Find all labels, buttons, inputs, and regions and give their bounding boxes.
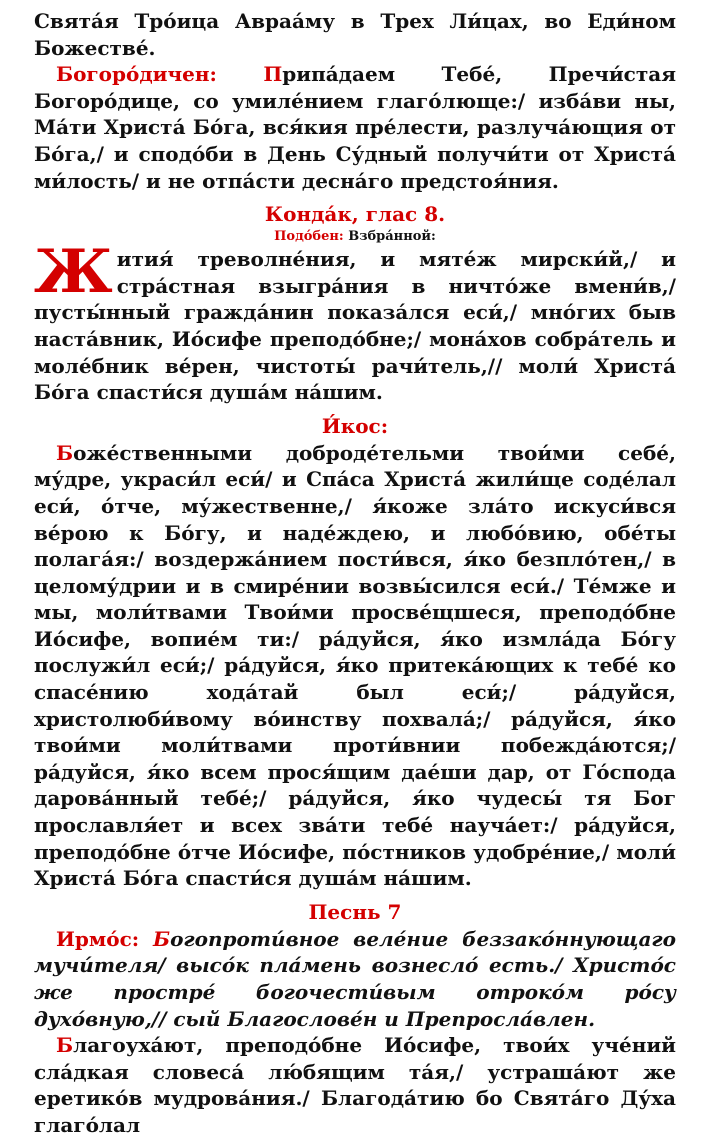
theotokion [34,61,676,194]
verse-trinity [34,8,676,61]
kontakion-text: ития́ треволне́ния, и мяте́ж мирски́й,/ и стра́стная взыгра́ния в ничто́же вмени́в,/ пусты́нный гражда́нин показа́лся еси́,/ мно́гих быв наста́вник, Ио́сифе преподо́бне;/ мона́хов собра́тель и моле́бник ве́рен, чистоты́ рачи́тель,// моли́ Христа́ Бо́га спасти́ся душа́м на́шим. [34,247,676,405]
theotokion-label: Богоро́дичен: [56,62,217,87]
irmos-initial: Б [152,926,171,951]
ikos-text: оже́ственными доброде́тельми твои́ми себе́, му́дре, украси́л еси́/ и Спа́са Христа́ жили́ще соде́лал еси́, о́тче, му́жественне,/ я́коже зла́то искуси́вся ве́рою к Бо́гу, и наде́ждею, и любо́вию, обе́ты полага́я:/ воздержа́нием пости́вся, я́ко безпло́тен,/ в целому́дрии и в смире́нии возвы́сился еси́./ Те́мже и мы, моли́твами Твои́ми просве́щшеся, преподо́бне Ио́сифе, вопие́м ти:/ ра́дуйся, я́ко измла́да Бо́гу послужи́л еси́;/ ра́дуйся, я́ко притека́ющих к тебе́ ко спасе́нию хода́тай был еси́;/ ра́дуйся, христолюби́вому во́инству похвала́;/ ра́дуйся, я́ко твои́ми моли́твами проти́внии побежда́ются;/ ра́дуйся, я́ко всем прося́щим дае́ши дар, от Го́спода дарова́нный тебе́;/ ра́дуйся, я́ко чудесы́ тя Бог прославля́ет и всех зва́ти тебе́ науча́ет:/ ра́дуйся, преподо́бне о́тче Ио́сифе, по́стников удобре́ние,/ моли́ Христа́ Бо́га спасти́ся душа́м на́шим. [34,440,676,891]
podoben-value: Взбра́нной: [348,229,436,245]
ikos-text-block [34,440,676,892]
verse-trinity-text: Свята́я Тро́ица Авраа́му в Трех Ли́цах, во Еди́ном Божестве́. [34,9,676,60]
theotokion-initial: П [263,62,283,87]
kontakion-dropcap: Ж [34,237,113,308]
irmos-block [34,926,676,1032]
kontakion-podoben [34,228,676,246]
ode7-heading: Песнь 7 [308,899,402,924]
podoben-label: Подо́бен: [274,229,344,245]
troparion-initial: Б [56,1033,74,1058]
ikos-heading: И́кос: [321,413,389,438]
irmos-label: Ирмо́с: [56,926,140,951]
troparion-block [34,1032,676,1138]
irmos-text: огопроти́вное веле́ние беззако́ннующаго мучи́теля/ высо́к пла́мень вознесло́ есть./ Христо́с же простре́ богочести́вым отроко́м ро́су духо́вную,// сый Благослове́н и Препросла́влен. [34,926,676,1031]
kontakion-heading: Конда́к, глас 8. [264,202,446,227]
ikos-initial: Б [56,440,74,465]
theotokion-text: рипа́даем Тебе́, Пречи́стая Богоро́дице, со умиле́нием глаго́люще:/ изба́ви ны, Ма́ти Христа́ Бо́га, вся́кия пре́лести, разлуча́ющия от Бо́га,/ и сподо́би в День Су́дный получи́ти от Христа́ ми́лость/ и не отпа́сти десна́го предстоя́ния. [34,62,676,193]
troparion-text: лагоуха́ют, преподо́бне Ио́сифе, твои́х уче́ний сла́дкая словеса́ лю́бящим та́я,/ устраша́ют же еретико́в мудрова́ния./ Благода́тию бо Свята́го Ду́ха глаго́лал [34,1033,676,1137]
